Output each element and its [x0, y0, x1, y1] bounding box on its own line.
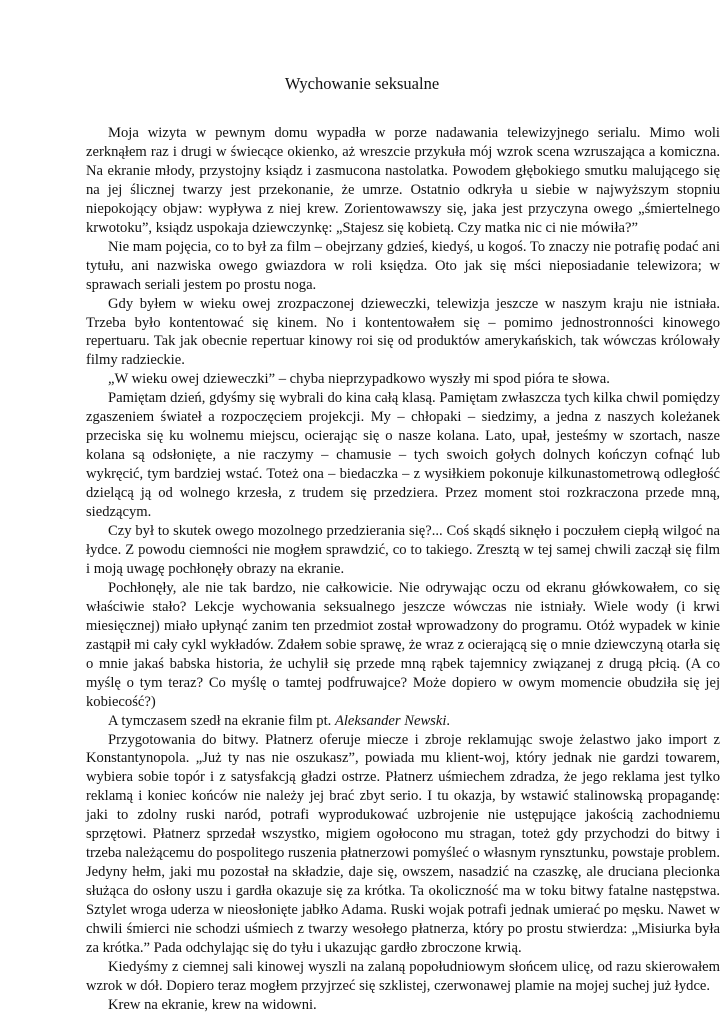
paragraph: Pochłonęły, ale nie tak bardzo, nie całkowicie. Nie odrywając oczu od ekranu główkowałem, co się właściwie stało? Lekcje wychowania seksualnego jeszcze wówczas nie istniały. Wiele wody (i krwi miesięcznej) miało upłynąć zanim ten przedmiot został wprowadzony do programu. Otóż wypadek w kinie zastąpił mi cały cykl wykładów. Zdałem sobie sprawę, że wraz z ocierającą się o mnie dziewczyną otarła się o mnie jakaś babska historia, że uchylił się przede mną rąbek tajemnicy związanej z drugą płcią. (A co myślę o tym teraz? Co myślę o tamtej podfruwajce? Może dopiero w owym momencie obudziła się jej kobiecość?)	[86, 579, 720, 710]
paragraph: Przygotowania do bitwy. Płatnerz oferuje miecze i zbroje reklamując swoje żelastwo jako import z Konstantynopola. „Już ty nas nie oszukasz”, powiada mu klient-woj, który jednak nie gardzi towarem, wybiera sobie topór i z satysfakcją gładzi ostrze. Płatnerz uśmiechem zdradza, że jego reklama jest tylko reklamą i koniec końców nie należy jej brać zbyt serio. I tu okazja, by wstawić stalinowską propagandę: jaki to zdolny ruski naród, potrafi wyprodukować uzbrojenie nie ustępujące jakością zachodniemu sprzętowi. Płatnerz sprzedał wszystko, migiem ogołocono mu stragan, toteż gdy przychodzi do bitwy i trzeba należącemu do pospolitego ruszenia płatnerzowi pomyśleć o własnym rynsztunku, powstaje problem. Jedyny hełm, jaki mu pozostał na składzie, daje się, owszem, nasadzić na czaszkę, ale druciana plecionka służąca do osłony uszu i gardła okazuje się za krótka. Ta okoliczność ma w toku bitwy fatalne następstwa. Sztylet wroga uderza w nieosłonięte jabłko Adama. Ruski wojak potrafi jednak umierać po męsku. Nawet w chwili śmierci nie schodzi uśmiech z twarzy wesołego płatnerza, który po prostu stwierdza: „Misiurka była za krótka.” Pada odchylając się do tyłu i ukazując gardło zbroczone krwią.	[86, 731, 720, 956]
paragraph-text: .	[446, 712, 451, 729]
paragraph: Kiedyśmy z ciemnej sali kinowej wyszli na zalaną popołudniowym słońcem ulicę, od razu skierowałem wzrok w dół. Dopiero teraz mogłem przyjrzeć się szklistej, czerwonawej plamie na mojej suchej już łydce.	[86, 958, 720, 994]
paragraph: Gdy byłem w wieku owej zrozpaczonej dzieweczki, telewizja jeszcze w naszym kraju nie istniała. Trzeba było kontentować się kinem. No i kontentowałem się – pomimo jednostronności kinowego repertuaru. Tak jak obecnie repertuar kinowy roi się od produktów amerykańskich, tak wówczas królowały filmy radzieckie.	[86, 295, 720, 369]
paragraph: Moja wizyta w pewnym domu wypadła w porze nadawania telewizyjnego serialu. Mimo woli zerknąłem raz i drugi w świecące okienko, aż wreszcie przykuła mój wzrok scena wzruszająca a komiczna. Na ekranie młody, przystojny ksiądz i zasmucona nastolatka. Powodem głębokiego smutku malującego się na jej ślicznej twarzy jest przekonanie, że umrze. Ostatnio odkryła u siebie w najwyższym stopniu niepokojący objaw: wypływa z niej krew. Zorientowawszy się, jaka jest przyczyna owego „śmiertelnego krwotoku”, ksiądz uspokaja dziewczynkę: „Stajesz się kobietą. Czy matka nic ci nie mówiła?”	[86, 125, 720, 236]
paragraph: Czy był to skutek owego mozolnego przedzierania się?... Coś skądś siknęło i poczułem ciepłą wilgoć na łydce. Z powodu ciemności nie mogłem sprawdzić, co to takiego. Zresztą w tej samej chwili zaczął się film i moją uwagę pochłonęły obrazy na ekranie.	[86, 523, 720, 577]
paragraph: „W wieku owej dzieweczki” – chyba nieprzypadkowo wyszły mi spod pióra te słowa.	[108, 371, 610, 388]
paragraph-text: A tymczasem szedł na ekranie film pt.	[108, 712, 335, 729]
paragraph-film-title	[86, 712, 720, 731]
document-body	[86, 124, 720, 1015]
paragraph: Krew na ekranie, krew na widowni.	[108, 996, 317, 1013]
film-title: Aleksander Newski	[334, 712, 447, 729]
paragraph: Pamiętam dzień, gdyśmy się wybrali do kina całą klasą. Pamiętam zwłaszcza tych kilka chwil pomiędzy zgaszeniem świateł a rozpoczęciem projekcji. My – chłopaki – siedzimy, a jedna z naszych koleżanek przeciska się ku wolnemu miejscu, ocierając się o nasze kolana. Lato, upał, jesteśmy w szortach, nasze kolana są odsłonięte, a nie raczymy – chamusie – tych swoich gołych dolnych kończyn cofnąć lub wykręcić, tym bardziej wstać. Toteż ona – biedaczka – z wysiłkiem pokonuje kilkunastometrową odległość dzielącą ją od wolnego krzesła, z trudem się przedziera. Przez moment stoi rozkraczona przede mną, siedzącym.	[86, 390, 720, 521]
document-title: Wychowanie seksualne	[284, 74, 440, 93]
paragraph: Nie mam pojęcia, co to był za film – obejrzany gdzieś, kiedyś, u kogoś. To znaczy nie potrafię podać ani tytułu, ani nazwiska owego gwiazdora w roli księdza. Oto jak się mści nieposiadanie telewizora; w sprawach seriali jestem po prostu noga.	[86, 238, 720, 293]
